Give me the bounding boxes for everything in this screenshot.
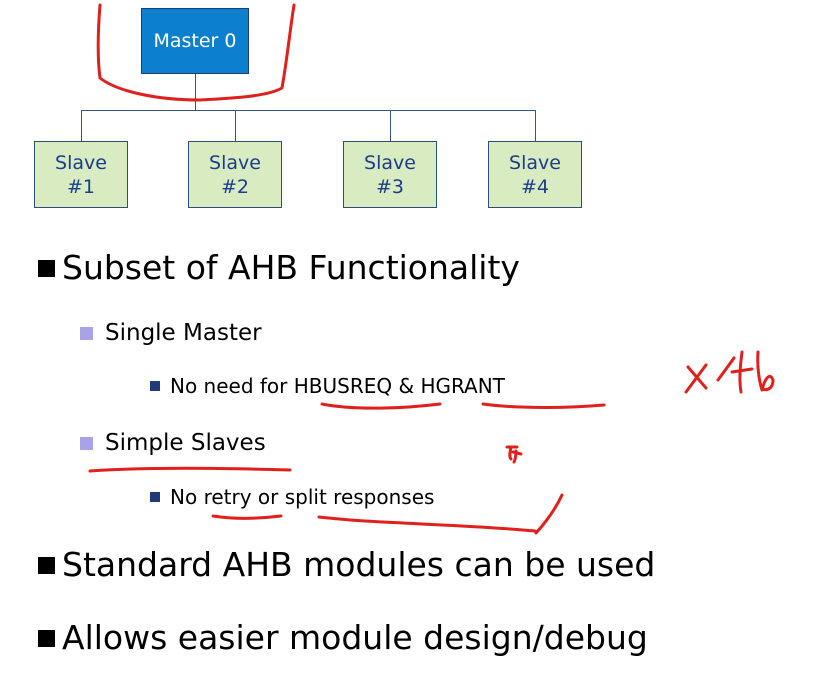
check-stroke: [536, 495, 562, 533]
bullet-text: Allows easier module design/debug: [62, 618, 648, 657]
bullet-text: Single Master: [105, 320, 262, 346]
retry-text: retry: [203, 485, 252, 509]
underline-simple-slaves: [90, 468, 290, 471]
slave-number: #4: [520, 175, 549, 198]
underline-hgrant: [483, 404, 604, 408]
slave-label: Slave: [509, 151, 561, 174]
slave-label: Slave: [364, 151, 416, 174]
or-text: or: [251, 485, 285, 509]
slave-label: Slave: [55, 151, 107, 174]
slave-number: #2: [220, 175, 249, 198]
underline-split: [319, 517, 535, 531]
hgrant-text: HGRANT: [420, 374, 505, 398]
slave-label: Slave: [209, 151, 261, 174]
split-text: split responses: [284, 485, 435, 509]
bullet-text-pre: No: [170, 485, 204, 509]
amp-text: &: [392, 374, 421, 398]
note-small-mark: [507, 447, 521, 462]
bullet-text: Simple Slaves: [105, 430, 266, 456]
note-x-arb: [686, 352, 773, 392]
slave-number: #3: [375, 175, 404, 198]
underline-hbusreq: [322, 404, 440, 408]
master-circle-stroke: [98, 5, 294, 100]
bullet-text-pre: No need for: [170, 374, 294, 398]
master-label: Master 0: [153, 30, 237, 52]
underline-retry: [213, 516, 281, 518]
slave-number: #1: [66, 175, 95, 198]
bullet-text: Subset of AHB Functionality: [62, 248, 520, 287]
hbusreq-text: HBUSREQ: [293, 374, 393, 398]
bullet-text: Standard AHB modules can be used: [62, 545, 656, 584]
